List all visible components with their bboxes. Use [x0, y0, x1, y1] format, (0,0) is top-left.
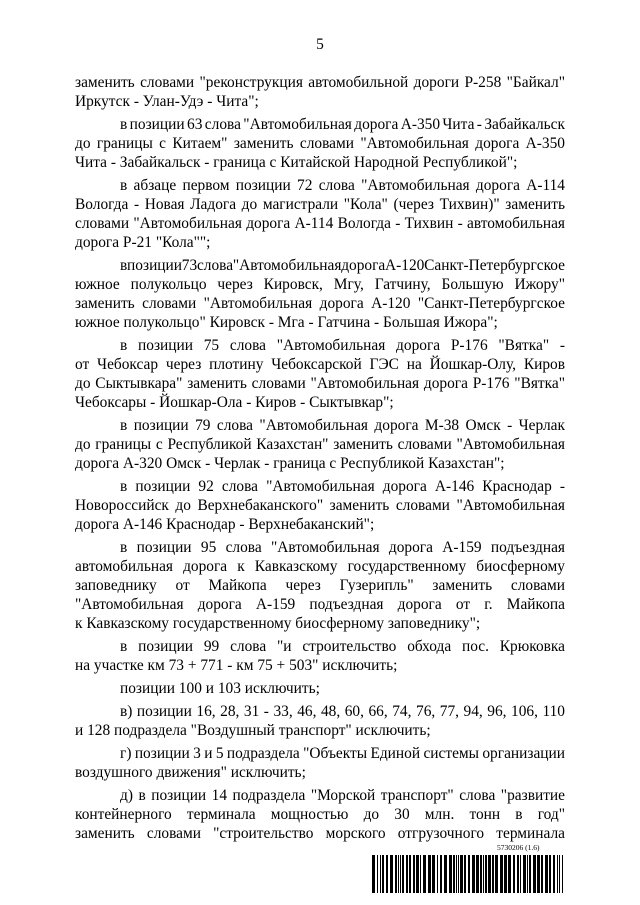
paragraph [75, 744, 565, 782]
text-line [75, 477, 565, 496]
barcode-bar [458, 855, 459, 893]
text-line [75, 805, 565, 824]
line-text: г) позиции 3 и 5 подраздела "Объекты Единой системы организации [120, 744, 565, 762]
line-text: заменить словами "Автомобильная дорога А-120 "Санкт-Петербургское [75, 294, 565, 312]
barcode-bar [428, 855, 431, 893]
line-text: позиции 100 и 103 исключить; [120, 679, 320, 697]
line-text: в позиции 92 слова "Автомобильная дорога А-146 Краснодар - [120, 477, 565, 495]
text-line [75, 233, 565, 252]
text-line [75, 763, 565, 782]
line-text: в позиции 95 слова "Автомобильная дорога А-159 подъездная [120, 538, 565, 556]
line-text: дорога А-146 Краснодар - Верхнебаканский"; [75, 515, 375, 533]
barcode-bar [520, 855, 521, 893]
text-line [75, 256, 565, 275]
paragraph [75, 256, 565, 332]
line-text: до границы с Китаем" заменить словами "Автомобильная дорога А-350 [75, 134, 565, 152]
line-text: воздушного движения" исключить; [75, 763, 306, 781]
text-line [75, 275, 565, 294]
barcode-bar [480, 855, 482, 893]
paragraph [75, 477, 565, 534]
text-line [75, 336, 565, 355]
line-text: "Автомобильная дорога А-159 подъездная дорога от г. Майкопа [75, 595, 565, 613]
barcode-bar [495, 855, 498, 893]
barcode-bar [386, 855, 388, 893]
line-text: словами "Автомобильная дорога А-114 Вологда - Тихвин - автомобильная [75, 214, 565, 232]
barcode-bar [504, 855, 507, 893]
line-text: в позиции 79 слова "Автомобильная дорога М-38 Омск - Черлак [120, 416, 565, 434]
line-text: дорога Р-21 "Кола""; [75, 233, 211, 251]
text-line [75, 538, 565, 557]
line-text: до Сыктывкара" заменить словами "Автомобильная дорога Р-176 "Вятка" [75, 374, 565, 392]
line-text: дорога А-320 Омск - Черлак - граница с Республикой Казахстан"; [75, 454, 505, 472]
barcode-bar [382, 855, 384, 893]
barcode-bar [464, 855, 466, 893]
line-text: до границы с Республикой Казахстан" заменить словами "Автомобильная [75, 435, 565, 453]
line-text: к Кавказскому государственному биосферному заповеднику"; [75, 614, 481, 632]
text-line [75, 679, 565, 698]
barcode-bar [472, 855, 475, 893]
line-text: и 128 подраздела "Воздушный транспорт" исключить; [75, 721, 431, 739]
barcode-bar [500, 855, 503, 893]
barcode-bar [398, 855, 399, 893]
text-line [75, 595, 565, 614]
barcode-bar [562, 855, 563, 893]
barcode-bar [541, 855, 543, 893]
text-line [75, 721, 565, 740]
document-body [75, 73, 565, 843]
barcode-bar [523, 855, 526, 893]
barcode-bar [390, 855, 393, 893]
line-text: Иркутск - Улан-Удэ - Чита"; [75, 92, 259, 110]
barcode-bar [485, 855, 487, 893]
text-line [75, 576, 565, 595]
line-text: заменить словами "реконструкция автомобильной дороги Р-258 "Байкал" [75, 73, 565, 91]
page-number: 5 [316, 36, 324, 53]
text-line [75, 214, 565, 233]
barcode [372, 855, 566, 893]
line-text: в абзаце первом позиции 72 слова "Автомобильная дорога А-114 [120, 176, 565, 194]
text-line [75, 134, 565, 153]
text-line [75, 786, 565, 805]
line-text: южное полукольцо через Кировск, Мгу, Гатчину, Большую Ижору" [75, 275, 565, 293]
text-line [75, 637, 565, 656]
paragraph [75, 336, 565, 412]
barcode-bar [453, 855, 455, 893]
barcode-bar [533, 855, 536, 893]
barcode-bar [420, 855, 421, 893]
barcode-bar [492, 855, 494, 893]
line-text: в позиции 75 слова "Автомобильная дорога Р-176 "Вятка" - [120, 336, 565, 354]
barcode-bar [444, 855, 447, 893]
line-text: южное полукольцо" Кировск - Мга - Гатчина - Большая Ижора"; [75, 313, 498, 331]
text-line [75, 702, 565, 721]
barcode-bar [395, 855, 397, 893]
barcode-bar [559, 855, 560, 893]
text-line [75, 393, 565, 412]
line-text: Вологда - Новая Ладога до магистрали "Кола" (через Тихвин)" заменить [75, 195, 565, 213]
barcode-bar [557, 855, 558, 893]
barcode-bar [508, 855, 511, 893]
line-text: от Чебоксар через плотину Чебоксарской ГЭС на Йошкар-Олу, Киров [75, 355, 565, 373]
barcode-bar [488, 855, 491, 893]
paragraph [75, 176, 565, 252]
text-line [75, 355, 565, 374]
barcode-label: 5730206 (1.6) [497, 843, 540, 852]
line-text: д) в позиции 14 подраздела "Морской транспорт" слова "развитие [120, 786, 565, 804]
text-line [75, 515, 565, 534]
line-text: в позиции 63 слова "Автомобильная дорога А-350 Чита - Забайкальск [120, 115, 565, 133]
line-text: в позиции 73 слова "Автомобильная дорога А-120 Санкт-Петербургское [120, 256, 565, 274]
barcode-bar [440, 855, 442, 893]
line-text: заповеднику от Майкопа через Гузерипль" заменить словами [75, 576, 565, 594]
text-line [75, 454, 565, 473]
paragraph [75, 73, 565, 111]
line-text: Новороссийск до Верхнебаканского" заменить словами "Автомобильная [75, 496, 565, 514]
barcode-bar [416, 855, 419, 893]
barcode-bar [545, 855, 548, 893]
paragraph [75, 538, 565, 633]
paragraph [75, 416, 565, 473]
text-line [75, 435, 565, 454]
paragraph [75, 637, 565, 675]
barcode-bar [380, 855, 381, 893]
barcode-bar [402, 855, 404, 893]
barcode-bar [513, 855, 515, 893]
text-line [75, 294, 565, 313]
barcode-bar [527, 855, 528, 893]
line-text: на участке км 73 + 771 - км 75 + 503" исключить; [75, 656, 398, 674]
line-text: Чита - Забайкальск - граница с Китайской Народной Республикой"; [75, 153, 518, 171]
paragraph [75, 786, 565, 843]
line-text: заменить словами "строительство морского отгрузочного терминала [75, 824, 565, 842]
barcode-bar [529, 855, 531, 893]
text-line [75, 557, 565, 576]
barcode-bar [476, 855, 479, 893]
barcode-bar [413, 855, 415, 893]
barcode-bar [553, 855, 555, 893]
line-text: в позиции 99 слова "и строительство обхода пос. Крюковка [120, 637, 565, 655]
text-line [75, 313, 565, 332]
text-line [75, 73, 565, 92]
text-line [75, 153, 565, 172]
text-line [75, 115, 565, 134]
text-line [75, 614, 565, 633]
line-text: контейнерного терминала мощностью до 30 млн. тонн в год" [75, 805, 565, 823]
paragraph [75, 115, 565, 172]
barcode-bar [437, 855, 438, 893]
line-text: автомобильная дорога к Кавказскому государственному биосферному [75, 557, 565, 575]
barcode-bar [449, 855, 452, 893]
barcode-bar [400, 855, 401, 893]
paragraph [75, 702, 565, 740]
text-line [75, 92, 565, 111]
paragraph [75, 679, 565, 698]
line-text: в) позиции 16, 28, 31 - 33, 46, 48, 60, 66, 74, 76, 77, 94, 96, 106, 110 [120, 702, 565, 720]
text-line [75, 824, 565, 843]
barcode-bar [409, 855, 411, 893]
barcode-bar [517, 855, 519, 893]
barcode-bar [372, 855, 375, 893]
barcode-bar [549, 855, 551, 893]
barcode-bar [468, 855, 470, 893]
text-line [75, 496, 565, 515]
barcode-bar [423, 855, 426, 893]
text-line [75, 195, 565, 214]
text-line [75, 744, 565, 763]
barcode-bar [456, 855, 457, 893]
text-line [75, 416, 565, 435]
text-line [75, 176, 565, 195]
barcode-bar [406, 855, 408, 893]
line-text: Чебоксары - Йошкар-Ола - Киров - Сыктывкар"; [75, 393, 394, 411]
barcode-bar [377, 855, 378, 893]
barcode-bar [537, 855, 540, 893]
barcode-bar [460, 855, 463, 893]
text-line [75, 656, 565, 675]
barcode-bar [432, 855, 435, 893]
text-line [75, 374, 565, 393]
barcode-bar [483, 855, 484, 893]
